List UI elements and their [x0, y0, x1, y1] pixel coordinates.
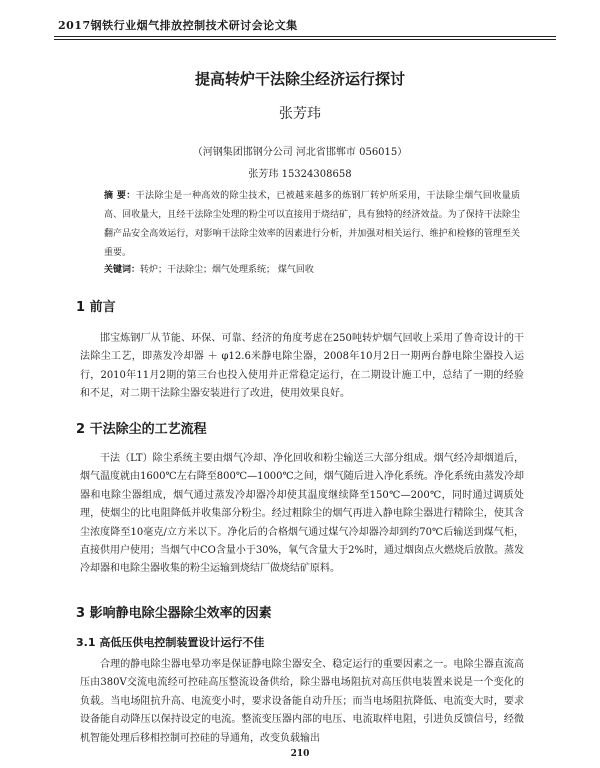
abstract — [104, 187, 520, 263]
section-1-paragraph: 邯宝炼钢厂从节能、环保、可靠、经济的角度考虑在250吨转炉烟气回收上采用了鲁奇设计的干法除尘工艺，即蒸发冷却器 ＋ φ12.6米静电除尘器，2008年10月2日一期两台静电除尘器投入运行，2010年11月2期的第三台也投入使用并正常稳定运行，在二期设计施工中，总结了一期的经验和不足，对二期干法除尘器安装进行了改进，使用效果良好。 — [80, 333, 524, 400]
author-affiliation: （河钢集团邯钢分公司 河北省邯郸市 056015） — [192, 147, 408, 158]
author-name: 张芳玮 — [279, 106, 321, 122]
keywords-text: 转炉；干法除尘；烟气处理系统； 煤气回收 — [140, 265, 314, 275]
section-heading-2: 2 干法除尘的工艺流程 — [76, 422, 207, 437]
subsection-3-1-paragraph: 合理的静电除尘器电晕功率是保证静电除尘器安全、稳定运行的重要因素之一。电除尘器直流高压由380V交流电流经可控硅高压整流设备供给，除尘器电场阻抗对高压供电装置来说是一个变化的负载。当电场阻抗升高、电流变小时，要求设备能自动升压；而当电场阻抗降低、电流变大时，要求设备能自动降压以保持设定的电流。整流变压器内部的电压、电流取样电阻，引进负反馈信号，经微机智能处理后移相控制可控硅的导通角，改变负载输出 — [80, 659, 524, 744]
abstract-text: 干法除尘是一种高效的除尘技术，已被越来越多的炼钢厂转炉所采用，干法除尘烟气回收量质高、回收量大，且经干法除尘处理的粉尘可以直接用于烧结矿，具有独特的经济效益。为了保持干法除尘翻产品安全高效运行，对影响干法除尘效率的因素进行分析，并加强对相关运行、维护和检修的管理至关重要。 — [104, 191, 520, 258]
author-contact: 张芳玮 15324308658 — [248, 169, 352, 180]
running-head: 2017钢铁行业烟气排放控制技术研讨会论文集 — [58, 19, 298, 32]
section-heading-1: 1 前言 — [76, 300, 116, 315]
keywords-label: 关键词： — [104, 265, 141, 275]
keywords — [104, 262, 520, 278]
subsection-heading-3-1: 3.1 高低压供电控制装置设计运行不佳 — [76, 636, 265, 649]
page-number: 210 — [290, 749, 310, 759]
abstract-label: 摘 要： — [104, 191, 136, 201]
section-heading-3: 3 影响静电除尘器除尘效率的因素 — [76, 606, 272, 621]
section-2-paragraph: 干法（LT）除尘系统主要由烟气冷却、净化回收和粉尘输送三大部分组成。烟气经冷却烟道后，烟气温度就由1600℃左右降至800℃—1000℃之间，烟气随后进入净化系统。净化系统由蒸发冷却器和电除尘器组成，烟气通过蒸发冷却器冷却使其温度继续降至150℃—200℃，同时通过调质处理，使烟尘的比电阻降低并收集部分粉尘。经过粗除尘的烟气再进入静电除尘器进行精除尘，使其含尘浓度降至10毫克/立方米以下。净化后的合格烟气通过煤气冷却器冷却到约70℃后输送到煤气柜，直接供用户使用；当烟气中CO含量小于30%，氧气含量大于2%时，通过烟囱点火燃烧后放散。蒸发冷却器和电除尘器收集的粉尘运输到烧结厂做烧结矿原料。 — [80, 453, 524, 575]
header-rule — [54, 36, 556, 40]
paper-title: 提高转炉干法除尘经济运行探讨 — [194, 70, 405, 88]
